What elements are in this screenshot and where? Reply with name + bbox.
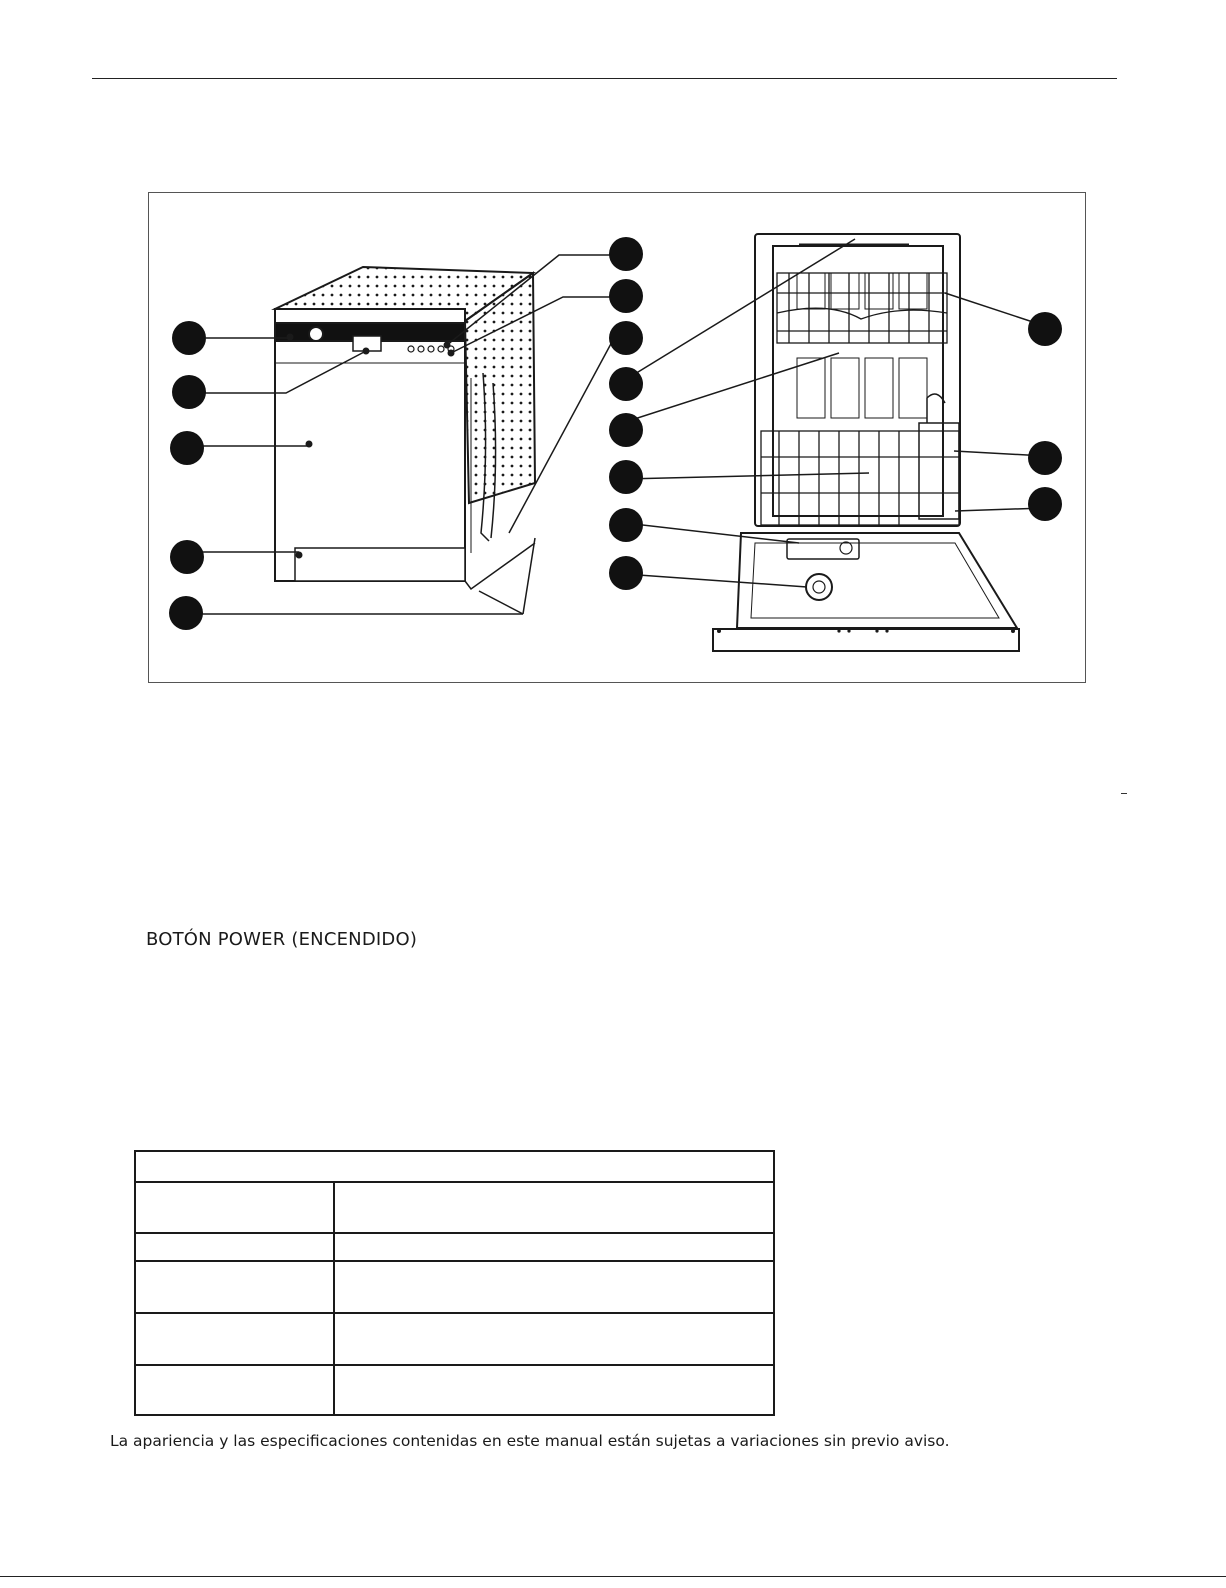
- table-row: [135, 1182, 774, 1233]
- cutlery-basket: [919, 423, 959, 519]
- table-cell: [135, 1365, 334, 1415]
- table-row: [135, 1313, 774, 1365]
- header-rule: [92, 78, 1117, 79]
- specifications-table: [134, 1150, 775, 1416]
- callout-marker: [172, 375, 206, 409]
- callout-marker: [172, 321, 206, 355]
- callout-marker: [609, 508, 643, 542]
- table-cell: [135, 1182, 334, 1233]
- callout-marker: [170, 540, 204, 574]
- table-row: [135, 1261, 774, 1313]
- table-cell: [334, 1261, 774, 1313]
- toe-kick: [295, 548, 465, 581]
- table-row: [135, 1365, 774, 1415]
- table-cell: [135, 1313, 334, 1365]
- callout-marker: [1028, 312, 1062, 346]
- callout-marker: [170, 431, 204, 465]
- callout-marker: [609, 556, 643, 590]
- callout-marker: [609, 321, 643, 355]
- table-cell: [334, 1365, 774, 1415]
- table-cell: [135, 1233, 334, 1261]
- callout-marker: [609, 460, 643, 494]
- closed-dishwasher-drawing: [275, 267, 535, 589]
- callout-marker: [609, 367, 643, 401]
- table-cell: [334, 1233, 774, 1261]
- lower-rack: [761, 431, 959, 525]
- dishwasher-diagram-svg: [149, 193, 1087, 684]
- callout-marker: [609, 413, 643, 447]
- table-row: [135, 1151, 774, 1182]
- callout-marker: [1028, 441, 1062, 475]
- power-button-knob: [309, 327, 323, 341]
- table-cell: [334, 1182, 774, 1233]
- callout-marker: [169, 596, 203, 630]
- footer-rule: [0, 1576, 1226, 1577]
- back-wall-panels: [797, 273, 927, 418]
- upper-rack: [777, 273, 947, 343]
- open-door: [737, 533, 1017, 628]
- callout-marker: [1028, 487, 1062, 521]
- table-cell: [135, 1261, 334, 1313]
- table-row: [135, 1233, 774, 1261]
- table-cell: [334, 1313, 774, 1365]
- open-dishwasher-drawing: [713, 234, 1019, 651]
- dishwasher-parts-figure: [148, 192, 1086, 683]
- footer-note: La apariencia y las especificaciones contenidas en este manual están sujetas a variaciones sin previo aviso.: [110, 1432, 950, 1450]
- callout-marker: [609, 237, 643, 271]
- callout-marker: [609, 279, 643, 313]
- power-button-heading: BOTÓN POWER (ENCENDIDO): [146, 929, 418, 950]
- stray-mark: [1121, 793, 1127, 794]
- table-header-cell: [135, 1151, 774, 1182]
